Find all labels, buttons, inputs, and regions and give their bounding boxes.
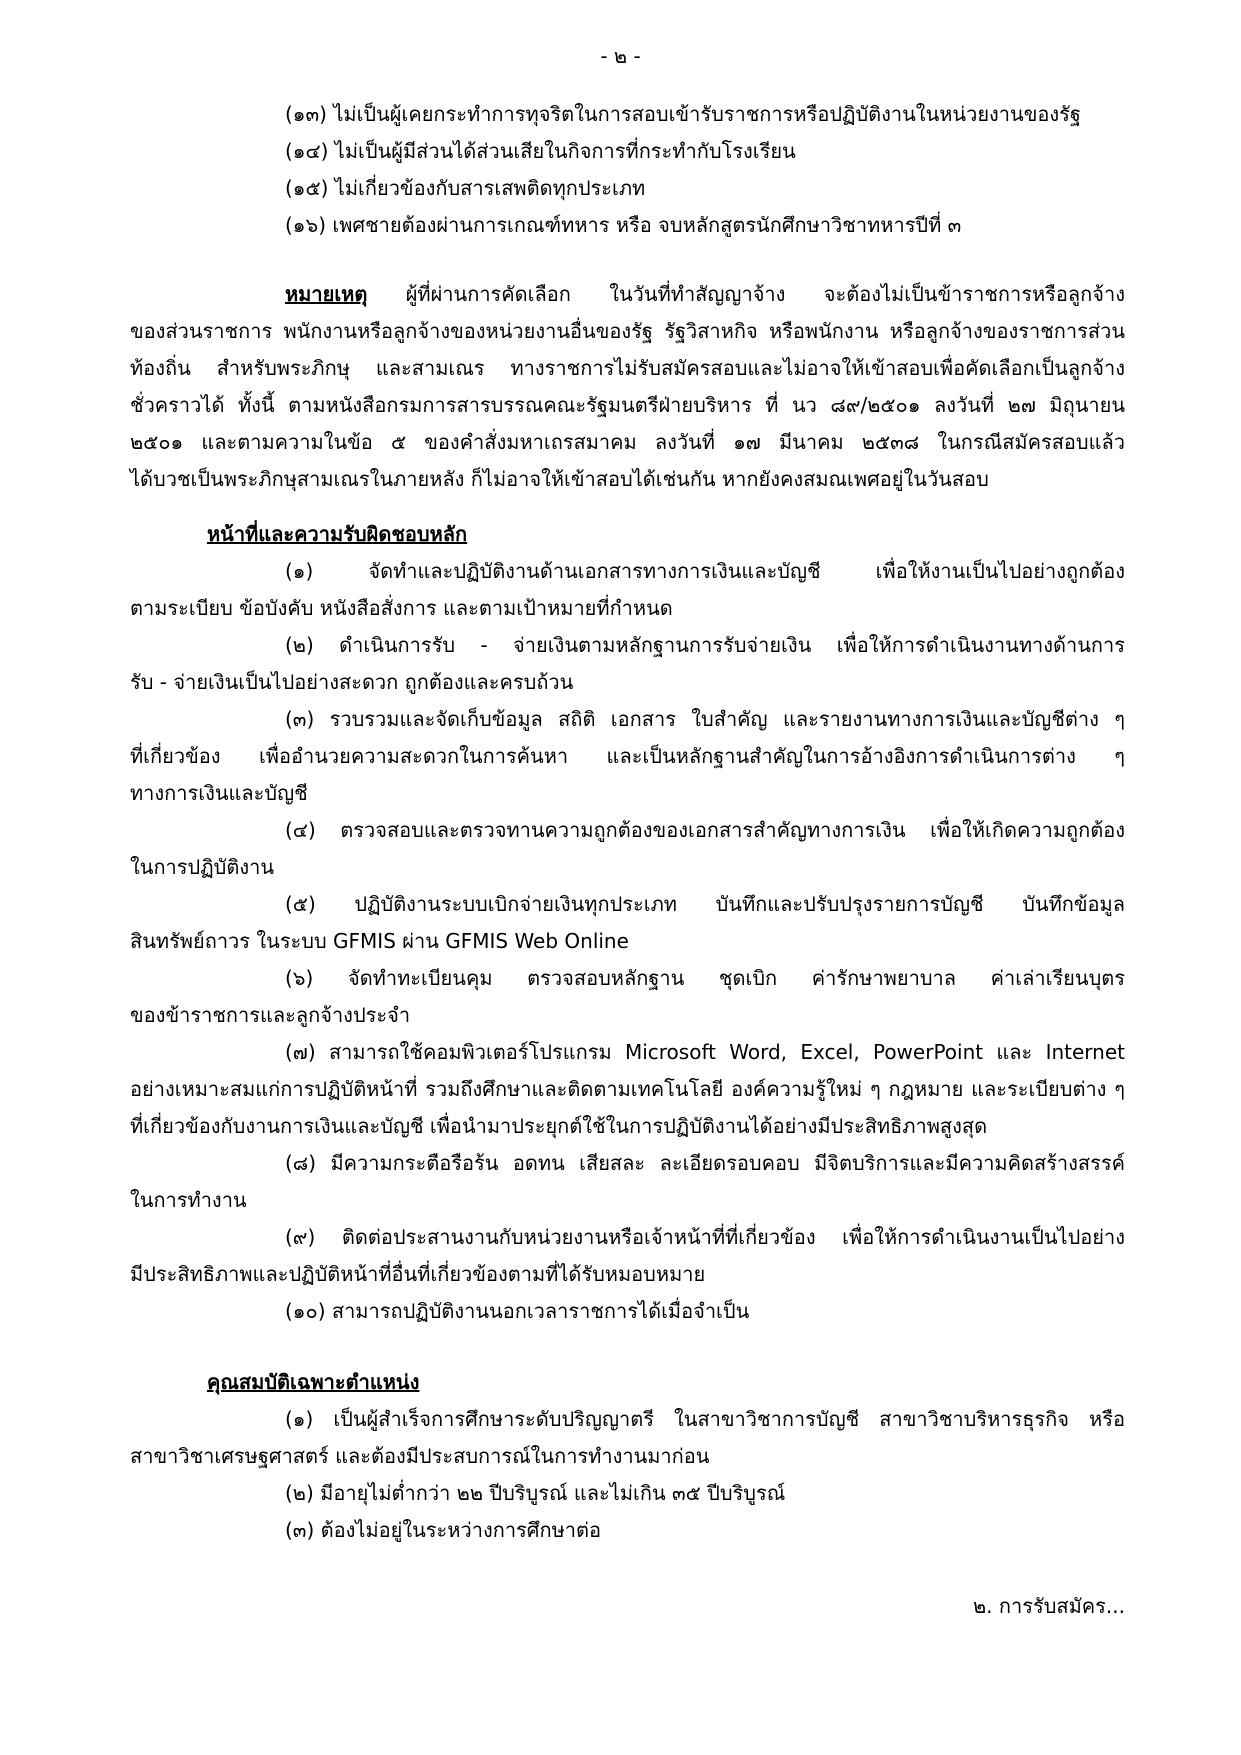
duty-item-8-cont: ในการทำงาน [130,1188,247,1212]
duty-item-7-cont: ที่เกี่ยวข้องกับงานการเงินและบัญชี เพื่อนำมาประยุกต์ใช้ในการปฏิบัติงานได้อย่างมีประสิทธิภาพสูงสุด [130,1114,988,1138]
duty-item-6: (๖) จัดทำทะเบียนคุม ตรวจสอบหลักฐาน ชุดเบิก ค่ารักษาพยาบาล ค่าเล่าเรียนบุตร [285,966,1125,990]
qualification-item-15: (๑๕) ไม่เกี่ยวข้องกับสารเสพติดทุกประเภท [285,176,646,200]
duty-item-4-cont: ในการปฏิบัติงาน [130,855,274,879]
position-qualification-item-2: (๒) มีอายุไม่ต่ำกว่า ๒๒ ปีบริบูรณ์ และไม่เกิน ๓๕ ปีบริบูรณ์ [285,1481,786,1505]
position-qualification-item-3: (๓) ต้องไม่อยู่ในระหว่างการศึกษาต่อ [285,1518,602,1542]
duty-item-5-cont: สินทรัพย์ถาวร ในระบบ GFMIS ผ่าน GFMIS Web Online [130,929,629,953]
position-qualifications-section [130,1364,1125,1549]
note-first-line [130,276,1125,313]
position-qualification-item-1-cont: สาขาวิชาเศรษฐศาสตร์ และต้องมีประสบการณ์ในการทำงานมาก่อน [130,1444,710,1468]
duty-item-10: (๑๐) สามารถปฏิบัติงานนอกเวลาราชการได้เมื่อจำเป็น [285,1299,750,1323]
duty-item-7: (๗) สามารถใช้คอมพิวเตอร์โปรแกรม Microsoft Word, Excel, PowerPoint และ Internet [285,1040,1125,1064]
note-label: หมายเหตุ [285,282,368,306]
duty-item-8: (๘) มีความกระตือรือร้น อดทน เสียสละ ละเอียดรอบคอบ มีจิตบริการและมีความคิดสร้างสรรค์ [285,1151,1125,1175]
note-first-line-text: ผู้ที่ผ่านการคัดเลือก ในวันที่ทำสัญญาจ้าง จะต้องไม่เป็นข้าราชการหรือลูกจ้าง [367,282,1125,306]
qualifications-continued [130,96,1125,244]
note-paragraph [130,276,1125,498]
note-line: ๒๕๐๑ และตามความในข้อ ๕ ของคำสั่งมหาเถรสมาคม ลงวันที่ ๑๗ มีนาคม ๒๕๓๘ ในกรณีสมัครสอบแล้ว [130,430,1125,454]
duties-section [130,516,1125,1330]
note-line: ของส่วนราชการ พนักงานหรือลูกจ้างของหน่วยงานอื่นของรัฐ รัฐวิสาหกิจ หรือพนักงาน หรือลูกจ้างของราชการส่วน [130,319,1125,343]
duty-item-1-cont: ตามระเบียบ ข้อบังคับ หนังสือสั่งการ และตามเป้าหมายที่กำหนด [130,596,673,620]
duty-item-3-cont: ที่เกี่ยวข้อง เพื่ออำนวยความสะดวกในการค้นหา และเป็นหลักฐานสำคัญในการอ้างอิงการดำเนินการต่าง ๆ [130,744,1125,768]
duties-heading: หน้าที่และความรับผิดชอบหลัก [207,522,468,546]
duty-item-3-cont: ทางการเงินและบัญชี [130,781,308,805]
duty-item-6-cont: ของข้าราชการและลูกจ้างประจำ [130,1003,411,1027]
duty-item-3: (๓) รวบรวมและจัดเก็บข้อมูล สถิติ เอกสาร ใบสำคัญ และรายงานทางการเงินและบัญชีต่าง ๆ [285,707,1125,731]
duty-item-1: (๑) จัดทำและปฏิบัติงานด้านเอกสารทางการเงินและบัญชี เพื่อให้งานเป็นไปอย่างถูกต้อง [285,559,1125,583]
position-qualifications-heading: คุณสมบัติเฉพาะตำแหน่ง [207,1370,420,1394]
duty-item-9: (๙) ติดต่อประสานงานกับหน่วยงานหรือเจ้าหน้าที่ที่เกี่ยวข้อง เพื่อให้การดำเนินงานเป็นไปอย่าง [285,1225,1125,1249]
duty-item-5: (๕) ปฏิบัติงานระบบเบิกจ่ายเงินทุกประเภท บันทึกและปรับปรุงรายการบัญชี บันทึกข้อมูล [285,892,1125,916]
qualification-item-16: (๑๖) เพศชายต้องผ่านการเกณฑ์ทหาร หรือ จบหลักสูตรนักศึกษาวิชาทหารปีที่ ๓ [285,213,962,237]
qualification-item-13: (๑๓) ไม่เป็นผู้เคยกระทำการทุจริตในการสอบเข้ารับราชการหรือปฏิบัติงานในหน่วยงานของรัฐ [285,102,1081,126]
note-line: ชั่วคราวได้ ทั้งนี้ ตามหนังสือกรมการสารบรรณคณะรัฐมนตรีฝ่ายบริหาร ที่ นว ๘๙/๒๕๐๑ ลงวันที่ ๒๗ มิถุนายน [130,393,1125,417]
note-line: ท้องถิ่น สำหรับพระภิกษุ และสามเณร ทางราชการไม่รับสมัครสอบและไม่อาจให้เข้าสอบเพื่อคัดเลือกเป็นลูกจ้าง [130,356,1125,380]
duty-item-7-cont: อย่างเหมาะสมแก่การปฏิบัติหน้าที่ รวมถึงศึกษาและติดตามเทคโนโลยี องค์ความรู้ใหม่ ๆ กฎหมาย และระเบียบต่าง ๆ [130,1077,1125,1101]
duty-item-2-cont: รับ - จ่ายเงินเป็นไปอย่างสะดวก ถูกต้องและครบถ้วน [130,670,574,694]
qualification-item-14: (๑๔) ไม่เป็นผู้มีส่วนได้ส่วนเสียในกิจการที่กระทำกับโรงเรียน [285,139,796,163]
note-line: ได้บวชเป็นพระภิกษุสามเณรในภายหลัง ก็ไม่อาจให้เข้าสอบได้เช่นกัน หากยังคงสมณเพศอยู่ในวันสอบ [130,467,989,491]
duty-item-2: (๒) ดำเนินการรับ - จ่ายเงินตามหลักฐานการรับจ่ายเงิน เพื่อให้การดำเนินงานทางด้านการ [285,633,1125,657]
duty-item-4: (๔) ตรวจสอบและตรวจทานความถูกต้องของเอกสารสำคัญทางการเงิน เพื่อให้เกิดความถูกต้อง [285,818,1125,842]
page-number: - ๒ - [600,44,641,68]
position-qualification-item-1: (๑) เป็นผู้สำเร็จการศึกษาระดับปริญญาตรี ในสาขาวิชาการบัญชี สาขาวิชาบริหารธุรกิจ หรือ [285,1407,1125,1431]
duty-item-9-cont: มีประสิทธิภาพและปฏิบัติหน้าที่อื่นที่เกี่ยวข้องตามที่ได้รับหมอบหมาย [130,1262,706,1286]
next-page-reference: ๒. การรับสมัคร... [972,1594,1125,1618]
